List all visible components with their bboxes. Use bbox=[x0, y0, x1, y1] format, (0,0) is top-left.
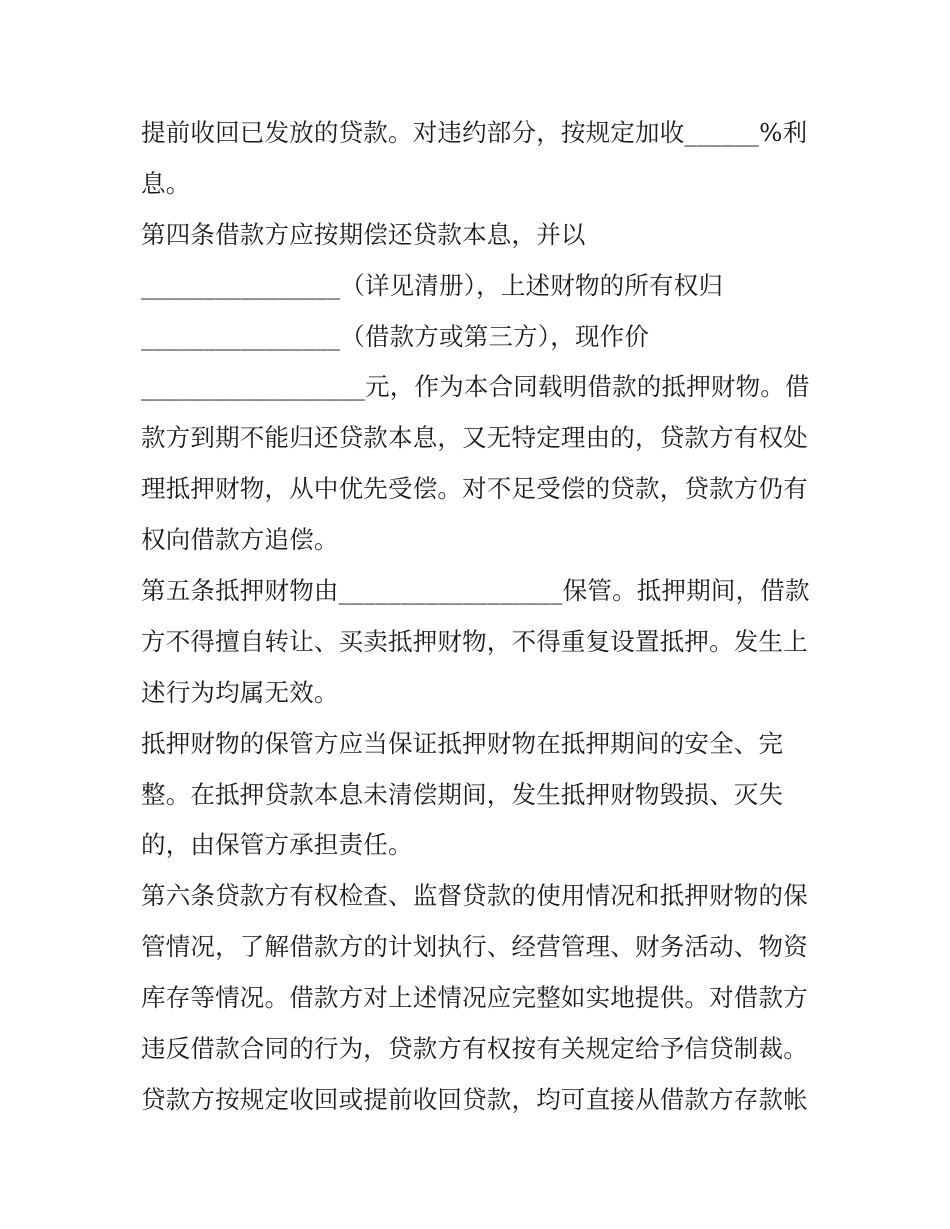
text-line: 理抵押财物，从中优先受偿。对不足受偿的贷款，贷款方仍有 bbox=[141, 474, 808, 504]
text-line: 的，由保管方承担责任。 bbox=[141, 830, 413, 860]
text-line: 第五条抵押财物由__________________保管。抵押期间，借款 bbox=[141, 576, 810, 606]
text-line: 第四条借款方应按期偿还贷款本息，并以 bbox=[141, 219, 586, 249]
text-line: 款方到期不能归还贷款本息，又无特定理由的，贷款方有权处 bbox=[141, 423, 808, 453]
text-line: 述行为均属无效。 bbox=[141, 677, 339, 707]
text-line: 管情况，了解借款方的计划执行、经营管理、财务活动、物资 bbox=[141, 932, 808, 962]
text-line: 违反借款合同的行为，贷款方有权按有关规定给予信贷制裁。 bbox=[141, 1034, 808, 1064]
text-line: ________________（借款方或第三方），现作价 bbox=[141, 321, 650, 351]
text-line: 库存等情况。借款方对上述情况应完整如实地提供。对借款方 bbox=[141, 983, 808, 1013]
text-line: 提前收回已发放的贷款。对违约部分，按规定加收______%利 bbox=[141, 118, 808, 147]
text-line: 权向借款方追偿。 bbox=[141, 525, 339, 555]
text-line: 抵押财物的保管方应当保证抵押财物在抵押期间的安全、完 bbox=[141, 728, 784, 758]
text-line: 第六条贷款方有权检查、监督贷款的使用情况和抵押财物的保 bbox=[141, 881, 808, 911]
text-line: __________________元，作为本合同载明借款的抵押财物。借 bbox=[141, 372, 810, 402]
text-line: 整。在抵押贷款本息未清偿期间，发生抵押财物毁损、灭失 bbox=[141, 779, 784, 809]
text-line: 贷款方按规定收回或提前收回贷款，均可直接从借款方存款帐 bbox=[141, 1084, 808, 1114]
contract-body-text bbox=[141, 108, 821, 1126]
text-line: 方不得擅自转让、买卖抵押财物，不得重复设置抵押。发生上 bbox=[141, 626, 808, 656]
text-line: 息。 bbox=[141, 168, 191, 198]
text-line: ________________（详见清册），上述财物的所有权归 bbox=[141, 270, 724, 300]
